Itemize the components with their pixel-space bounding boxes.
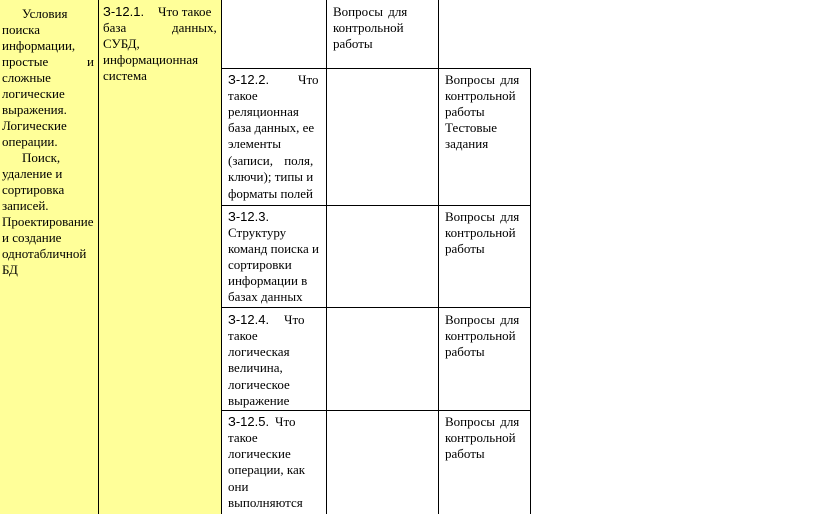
topic-line: СУБД, bbox=[103, 36, 140, 51]
topic-line: данных, bbox=[172, 20, 217, 35]
row-form-line: работы bbox=[445, 241, 485, 256]
conditions-line: Поиск, bbox=[22, 150, 61, 165]
row-topic-line: элементы bbox=[228, 136, 281, 151]
conditions-line: информации, bbox=[2, 38, 76, 53]
row-topic-line: форматы полей bbox=[228, 186, 313, 201]
grid-line bbox=[438, 68, 439, 514]
row-form-line: работы bbox=[445, 104, 485, 119]
row-form-line: контрольной bbox=[445, 225, 516, 240]
conditions-line: и bbox=[87, 54, 94, 69]
row-topic-line: реляционная bbox=[228, 104, 299, 119]
conditions-line: однотабличной bbox=[2, 246, 87, 261]
row-topic-line: база данных, ее bbox=[228, 120, 315, 135]
row-code: З-12.5. bbox=[228, 414, 270, 429]
row-topic-line: Что bbox=[298, 72, 319, 87]
grid-line bbox=[438, 0, 439, 68]
grid-line bbox=[221, 205, 531, 206]
conditions-line: и создание bbox=[2, 230, 62, 245]
row-form-line: Вопросы для bbox=[445, 209, 520, 224]
row-topic-line: логическое bbox=[228, 377, 290, 392]
row-topic-line: Что bbox=[275, 414, 296, 429]
conditions-line: операции. bbox=[2, 134, 58, 149]
row-topic-line: базах данных bbox=[228, 289, 303, 304]
conditions-line: логические bbox=[2, 86, 65, 101]
row-code: З-12.3. bbox=[228, 209, 270, 224]
grid-line bbox=[221, 307, 531, 308]
row-topic-line: такое bbox=[228, 430, 258, 445]
conditions-line: записей. bbox=[2, 198, 49, 213]
form-line: работы bbox=[333, 36, 373, 51]
row-code: З-12.4. bbox=[228, 312, 270, 327]
row-form-line: контрольной bbox=[445, 88, 516, 103]
conditions-line: Условия bbox=[22, 6, 68, 21]
row-topic-line: выражение bbox=[228, 393, 290, 408]
row-form-line: задания bbox=[445, 136, 489, 151]
row-topic-line: логические bbox=[228, 446, 291, 461]
row-form-line: работы bbox=[445, 344, 485, 359]
topic-line: Что такое bbox=[158, 4, 212, 19]
topic-line: информационная bbox=[103, 52, 199, 67]
row-topic-line: такое bbox=[228, 88, 258, 103]
form-line: контрольной bbox=[333, 20, 404, 35]
row-topic-line: (записи, поля, bbox=[228, 153, 314, 168]
grid-line bbox=[326, 0, 327, 514]
row-form-line: контрольной bbox=[445, 430, 516, 445]
conditions-line: Проектирование bbox=[2, 214, 94, 229]
row-topic-line: операции, как bbox=[228, 462, 306, 477]
row-topic-line: ключи); типы и bbox=[228, 169, 314, 184]
conditions-line: БД bbox=[2, 262, 18, 277]
conditions-line: сортировка bbox=[2, 182, 65, 197]
row-topic-line: команд поиска и bbox=[228, 241, 319, 256]
row-code: З-12.2. bbox=[228, 72, 270, 87]
row-form-line: Вопросы для bbox=[445, 312, 520, 327]
conditions-line: Логические bbox=[2, 118, 67, 133]
conditions-line: выражения. bbox=[2, 102, 67, 117]
row-form-line: Вопросы для bbox=[445, 72, 520, 87]
conditions-line: поиска bbox=[2, 22, 41, 37]
grid-line bbox=[98, 0, 99, 514]
conditions-line: простые bbox=[2, 54, 49, 69]
row-topic-line: выполняются bbox=[228, 495, 303, 510]
conditions-line: сложные bbox=[2, 70, 51, 85]
row-topic-line: Структуру bbox=[228, 225, 287, 240]
row-form-line: контрольной bbox=[445, 328, 516, 343]
conditions-line: удаление и bbox=[2, 166, 63, 181]
row-form-line: Тестовые bbox=[445, 120, 497, 135]
row-topic-line: такое bbox=[228, 328, 258, 343]
row-topic-line: величина, bbox=[228, 360, 283, 375]
grid-line bbox=[530, 68, 531, 514]
topic-line: база bbox=[103, 20, 127, 35]
grid-line bbox=[221, 68, 531, 69]
row-form-line: работы bbox=[445, 446, 485, 461]
topic-code: З-12.1. bbox=[103, 4, 145, 19]
row-form-line: Вопросы для bbox=[445, 414, 520, 429]
form-line: Вопросы для bbox=[333, 4, 408, 19]
row-topic-line: логическая bbox=[228, 344, 290, 359]
row-topic-line: сортировки bbox=[228, 257, 292, 272]
topic-line: система bbox=[103, 68, 147, 83]
row-topic-line: информации в bbox=[228, 273, 308, 288]
grid-line bbox=[221, 410, 531, 411]
grid-line bbox=[221, 0, 222, 514]
row-topic-line: Что bbox=[284, 312, 305, 327]
row-topic-line: они bbox=[228, 479, 249, 494]
